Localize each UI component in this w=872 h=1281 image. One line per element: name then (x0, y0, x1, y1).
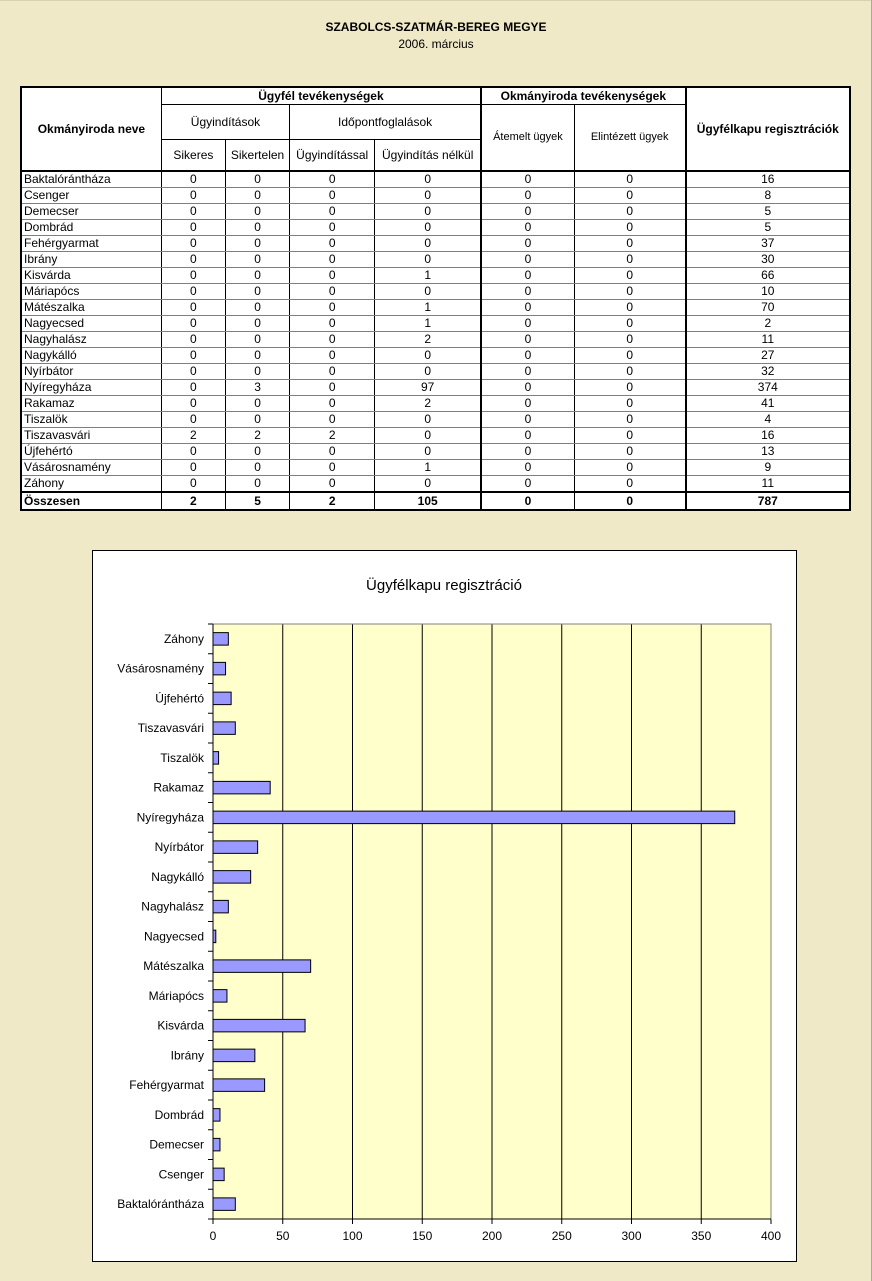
bar (213, 692, 231, 704)
cell-without-initiation: 0 (375, 220, 481, 236)
cell-with-initiation: 0 (290, 236, 375, 252)
table-row (21, 332, 850, 348)
cell-transferred: 0 (481, 204, 574, 220)
cell-without-initiation: 1 (375, 268, 481, 284)
chart-title: Ügyfélkapu regisztráció (366, 577, 522, 594)
cell-registrations: 66 (686, 268, 850, 284)
cell-transferred: 0 (481, 220, 574, 236)
table-total (21, 492, 850, 510)
cell-without-initiation: 0 (375, 428, 481, 444)
cell-successful: 0 (161, 316, 225, 332)
table-row (21, 396, 850, 412)
category-label: Záhony (163, 631, 204, 646)
cell-transferred: 0 (481, 396, 574, 412)
table-body (21, 171, 850, 492)
cell-unsuccessful: 3 (225, 380, 289, 396)
x-tick-label: 350 (691, 1229, 712, 1243)
cell-office-name: Nagykálló (21, 348, 161, 364)
cell-successful: 0 (161, 268, 225, 284)
header-successful: Sikeres (161, 140, 225, 172)
total-settled: 0 (574, 492, 685, 510)
cell-office-name: Vásárosnamény (21, 460, 161, 476)
cell-with-initiation: 0 (290, 220, 375, 236)
cell-transferred: 0 (481, 188, 574, 204)
cell-with-initiation: 0 (290, 252, 375, 268)
cell-successful: 0 (161, 300, 225, 316)
cell-settled: 0 (574, 364, 685, 380)
cell-transferred: 0 (481, 412, 574, 428)
cell-unsuccessful: 2 (225, 428, 289, 444)
cell-transferred: 0 (481, 171, 574, 188)
page-title: SZABOLCS-SZATMÁR-BEREG MEGYE (325, 20, 547, 34)
cell-successful: 0 (161, 348, 225, 364)
category-label: Vásárosnamény (117, 661, 204, 676)
chart-canvas (93, 551, 796, 1261)
cell-registrations: 30 (686, 252, 850, 268)
cell-registrations: 70 (686, 300, 850, 316)
category-label: Nyírbátor (154, 840, 204, 855)
category-label: Kisvárda (157, 1018, 204, 1033)
cell-transferred: 0 (481, 444, 574, 460)
cell-registrations: 27 (686, 348, 850, 364)
x-tick-label: 50 (276, 1229, 290, 1243)
cell-registrations: 32 (686, 364, 850, 380)
table-row (21, 380, 850, 396)
cell-with-initiation: 0 (290, 171, 375, 188)
cell-office-name: Nagyhalász (21, 332, 161, 348)
category-label: Csenger (158, 1167, 204, 1182)
x-tick-label: 300 (621, 1229, 642, 1243)
table-row (21, 460, 850, 476)
cell-settled: 0 (574, 396, 685, 412)
cell-with-initiation: 0 (290, 380, 375, 396)
cell-office-name: Nagyecsed (21, 316, 161, 332)
cell-without-initiation: 1 (375, 460, 481, 476)
cell-successful: 0 (161, 380, 225, 396)
header-unsuccessful: Sikertelen (225, 140, 289, 172)
cell-settled: 0 (574, 460, 685, 476)
cell-transferred: 0 (481, 300, 574, 316)
cell-settled: 0 (574, 252, 685, 268)
cell-without-initiation: 1 (375, 300, 481, 316)
category-label: Nagyecsed (143, 929, 204, 944)
table-row (21, 252, 850, 268)
table-row (21, 300, 850, 316)
window-top-edge (0, 0, 872, 1)
cell-settled: 0 (574, 171, 685, 188)
bar (213, 722, 235, 734)
x-tick-label: 100 (342, 1229, 363, 1243)
cell-office-name: Máriapócs (21, 284, 161, 300)
cell-unsuccessful: 0 (225, 268, 289, 284)
cell-successful: 0 (161, 171, 225, 188)
cell-transferred: 0 (481, 268, 574, 284)
table-row (21, 444, 850, 460)
cell-registrations: 37 (686, 236, 850, 252)
cell-office-name: Nyírbátor (21, 364, 161, 380)
total-transferred: 0 (481, 492, 574, 510)
table-row (21, 364, 850, 380)
registration-chart (92, 550, 797, 1262)
category-label: Tiszalök (160, 750, 204, 765)
cell-unsuccessful: 0 (225, 316, 289, 332)
cell-registrations: 9 (686, 460, 850, 476)
cell-registrations: 5 (686, 204, 850, 220)
cell-office-name: Mátészalka (21, 300, 161, 316)
table-row (21, 348, 850, 364)
cell-without-initiation: 0 (375, 204, 481, 220)
cell-with-initiation: 0 (290, 460, 375, 476)
cell-without-initiation: 0 (375, 444, 481, 460)
category-label: Baktalórántháza (117, 1197, 204, 1212)
cell-settled: 0 (574, 236, 685, 252)
cell-without-initiation: 0 (375, 252, 481, 268)
cell-unsuccessful: 0 (225, 188, 289, 204)
cell-office-name: Demecser (21, 204, 161, 220)
category-label: Nagykálló (151, 869, 204, 884)
x-tick-label: 400 (760, 1229, 782, 1243)
cell-transferred: 0 (481, 364, 574, 380)
bar (213, 662, 226, 674)
cell-settled: 0 (574, 204, 685, 220)
header-office-activities: Okmányiroda tevékenységek (481, 87, 685, 105)
cell-settled: 0 (574, 444, 685, 460)
cell-registrations: 16 (686, 171, 850, 188)
bar (213, 1198, 235, 1210)
cell-with-initiation: 0 (290, 188, 375, 204)
cell-office-name: Újfehértó (21, 444, 161, 460)
cell-registrations: 11 (686, 476, 850, 493)
cell-with-initiation: 0 (290, 300, 375, 316)
cell-transferred: 0 (481, 252, 574, 268)
cell-unsuccessful: 0 (225, 348, 289, 364)
cell-unsuccessful: 0 (225, 236, 289, 252)
cell-settled: 0 (574, 268, 685, 284)
header-transferred: Átemelt ügyek (481, 105, 574, 172)
cell-registrations: 4 (686, 412, 850, 428)
total-unsuccessful: 5 (225, 492, 289, 510)
cell-registrations: 8 (686, 188, 850, 204)
cell-successful: 0 (161, 460, 225, 476)
cell-registrations: 374 (686, 380, 850, 396)
bar (213, 633, 228, 645)
cell-with-initiation: 0 (290, 444, 375, 460)
category-label: Mátészalka (143, 959, 204, 974)
cell-transferred: 0 (481, 348, 574, 364)
total-registrations: 787 (686, 492, 850, 510)
cell-transferred: 0 (481, 476, 574, 493)
table-row (21, 220, 850, 236)
cell-settled: 0 (574, 220, 685, 236)
bar (213, 752, 219, 764)
bar (213, 1019, 305, 1031)
bar (213, 1079, 265, 1091)
table-row (21, 476, 850, 493)
cell-successful: 0 (161, 364, 225, 380)
bar (213, 811, 735, 823)
cell-without-initiation: 0 (375, 476, 481, 493)
cell-office-name: Ibrány (21, 252, 161, 268)
table-row (21, 268, 850, 284)
table-row (21, 428, 850, 444)
bar (213, 871, 251, 883)
cell-transferred: 0 (481, 236, 574, 252)
cell-transferred: 0 (481, 284, 574, 300)
cell-office-name: Záhony (21, 476, 161, 493)
bar (213, 1138, 220, 1150)
cell-registrations: 13 (686, 444, 850, 460)
cell-with-initiation: 0 (290, 412, 375, 428)
cell-with-initiation: 0 (290, 316, 375, 332)
total-label: Összesen (21, 492, 161, 510)
cell-with-initiation: 0 (290, 348, 375, 364)
chart-plot-area (117, 624, 781, 1243)
cell-successful: 0 (161, 444, 225, 460)
cell-with-initiation: 0 (290, 364, 375, 380)
category-label: Tiszavasvári (137, 721, 204, 736)
cell-unsuccessful: 0 (225, 444, 289, 460)
cell-without-initiation: 2 (375, 332, 481, 348)
category-label: Dombrád (154, 1107, 204, 1122)
cell-unsuccessful: 0 (225, 364, 289, 380)
header-office-name: Okmányiroda neve (21, 87, 161, 171)
cell-with-initiation: 0 (290, 332, 375, 348)
cell-registrations: 5 (686, 220, 850, 236)
category-label: Máriapócs (148, 988, 204, 1003)
cell-with-initiation: 0 (290, 476, 375, 493)
total-without-initiation: 105 (375, 492, 481, 510)
bar (213, 960, 311, 972)
header-settled: Elintézett ügyek (574, 105, 685, 172)
cell-unsuccessful: 0 (225, 171, 289, 188)
header-without-initiation: Ügyindítás nélkül (375, 140, 481, 172)
cell-with-initiation: 0 (290, 396, 375, 412)
cell-unsuccessful: 0 (225, 412, 289, 428)
cell-successful: 0 (161, 332, 225, 348)
cell-transferred: 0 (481, 380, 574, 396)
category-label: Rakamaz (153, 780, 204, 795)
table-row (21, 171, 850, 188)
cell-office-name: Baktalórántháza (21, 171, 161, 188)
cell-settled: 0 (574, 412, 685, 428)
category-label: Újfehértó (155, 691, 204, 706)
total-with-initiation: 2 (290, 492, 375, 510)
header-registrations: Ügyfélkapu regisztrációk (686, 87, 850, 171)
cell-registrations: 41 (686, 396, 850, 412)
cell-transferred: 0 (481, 332, 574, 348)
cell-settled: 0 (574, 428, 685, 444)
cell-unsuccessful: 0 (225, 476, 289, 493)
bar (213, 930, 216, 942)
statistics-table (20, 86, 851, 511)
cell-settled: 0 (574, 476, 685, 493)
cell-transferred: 0 (481, 316, 574, 332)
cell-successful: 0 (161, 204, 225, 220)
cell-unsuccessful: 0 (225, 204, 289, 220)
cell-successful: 0 (161, 476, 225, 493)
cell-without-initiation: 0 (375, 284, 481, 300)
cell-unsuccessful: 0 (225, 332, 289, 348)
cell-registrations: 10 (686, 284, 850, 300)
bar (213, 900, 228, 912)
cell-transferred: 0 (481, 428, 574, 444)
cell-with-initiation: 0 (290, 204, 375, 220)
category-label: Demecser (149, 1137, 204, 1152)
category-label: Ibrány (170, 1048, 204, 1063)
bar (213, 1168, 224, 1180)
cell-with-initiation: 2 (290, 428, 375, 444)
header-initiations: Ügyindítások (161, 105, 289, 140)
cell-office-name: Rakamaz (21, 396, 161, 412)
cell-office-name: Tiszalök (21, 412, 161, 428)
cell-office-name: Kisvárda (21, 268, 161, 284)
cell-successful: 2 (161, 428, 225, 444)
bar (213, 1049, 255, 1061)
cell-successful: 0 (161, 188, 225, 204)
cell-with-initiation: 0 (290, 268, 375, 284)
page-subtitle: 2006. március (398, 37, 474, 51)
cell-successful: 0 (161, 220, 225, 236)
cell-without-initiation: 1 (375, 316, 481, 332)
cell-with-initiation: 0 (290, 284, 375, 300)
header-appointments: Időpontfoglalások (290, 105, 481, 140)
cell-without-initiation: 97 (375, 380, 481, 396)
cell-settled: 0 (574, 380, 685, 396)
cell-unsuccessful: 0 (225, 220, 289, 236)
cell-registrations: 11 (686, 332, 850, 348)
cell-unsuccessful: 0 (225, 252, 289, 268)
x-tick-label: 250 (551, 1229, 572, 1243)
header-with-initiation: Ügyindítással (290, 140, 375, 172)
bar (213, 1109, 220, 1121)
cell-settled: 0 (574, 332, 685, 348)
cell-successful: 0 (161, 396, 225, 412)
cell-successful: 0 (161, 284, 225, 300)
category-label: Fehérgyarmat (129, 1078, 204, 1093)
cell-settled: 0 (574, 188, 685, 204)
cell-settled: 0 (574, 348, 685, 364)
category-label: Nyíregyháza (136, 810, 204, 825)
cell-without-initiation: 0 (375, 171, 481, 188)
cell-without-initiation: 0 (375, 188, 481, 204)
cell-unsuccessful: 0 (225, 300, 289, 316)
cell-unsuccessful: 0 (225, 284, 289, 300)
cell-transferred: 0 (481, 460, 574, 476)
cell-without-initiation: 0 (375, 236, 481, 252)
bar (213, 990, 227, 1002)
total-successful: 2 (161, 492, 225, 510)
table-row (21, 412, 850, 428)
cell-registrations: 2 (686, 316, 850, 332)
cell-successful: 0 (161, 236, 225, 252)
bar (213, 781, 270, 793)
cell-office-name: Fehérgyarmat (21, 236, 161, 252)
category-label: Nagyhalász (141, 899, 204, 914)
cell-without-initiation: 2 (375, 396, 481, 412)
table-row (21, 316, 850, 332)
x-tick-label: 0 (209, 1229, 217, 1243)
cell-without-initiation: 0 (375, 348, 481, 364)
cell-registrations: 16 (686, 428, 850, 444)
cell-office-name: Nyíregyháza (21, 380, 161, 396)
bar (213, 841, 258, 853)
cell-settled: 0 (574, 300, 685, 316)
table-row (21, 204, 850, 220)
cell-settled: 0 (574, 316, 685, 332)
cell-office-name: Tiszavasvári (21, 428, 161, 444)
cell-unsuccessful: 0 (225, 460, 289, 476)
table-row (21, 188, 850, 204)
x-tick-label: 200 (481, 1229, 503, 1243)
cell-without-initiation: 0 (375, 412, 481, 428)
cell-successful: 0 (161, 252, 225, 268)
table-header (21, 87, 850, 171)
table-row (21, 284, 850, 300)
x-tick-label: 150 (412, 1229, 433, 1243)
cell-unsuccessful: 0 (225, 396, 289, 412)
table-row (21, 236, 850, 252)
cell-settled: 0 (574, 284, 685, 300)
total-row (21, 492, 850, 510)
header-client-activities: Ügyfél tevékenységek (161, 87, 481, 105)
cell-successful: 0 (161, 412, 225, 428)
cell-without-initiation: 0 (375, 364, 481, 380)
cell-office-name: Csenger (21, 188, 161, 204)
cell-office-name: Dombrád (21, 220, 161, 236)
